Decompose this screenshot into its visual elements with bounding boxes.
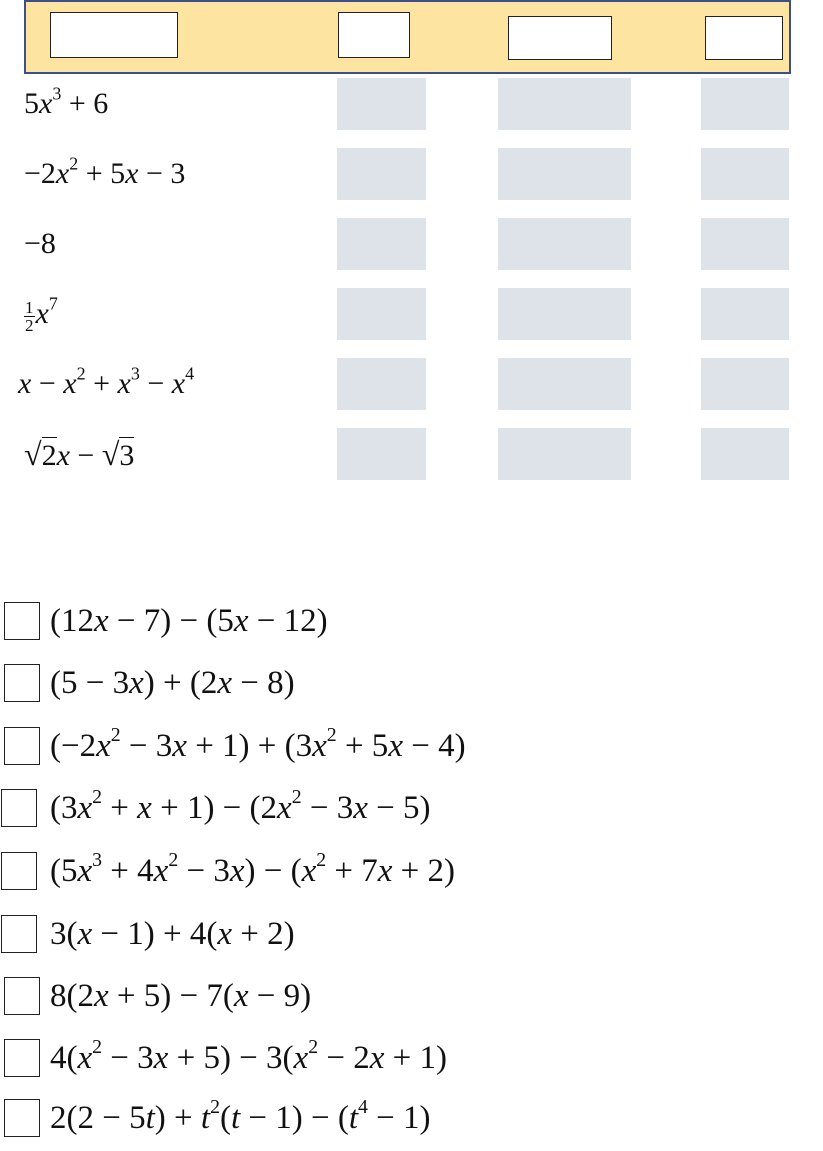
problem-item [0, 600, 823, 642]
problem-expression: (5 − 3x) + (2x − 8) [50, 665, 295, 701]
problem-checkbox[interactable] [4, 727, 40, 765]
problem-expression: (12x − 7) − (5x − 12) [50, 603, 328, 639]
problem-checkbox[interactable] [4, 1099, 40, 1137]
problem-checkbox[interactable] [4, 1039, 40, 1077]
problem-expression: $2(2 - 5t) + t^2(t - 1) - (t^4 - 1)$ [50, 1096, 431, 1136]
answer-cell-col3[interactable] [701, 358, 789, 410]
answer-cell-col2[interactable] [498, 288, 631, 340]
answer-cell-col1[interactable] [337, 218, 426, 270]
answer-cell-col3[interactable] [701, 288, 789, 340]
problem-checkbox[interactable] [4, 602, 40, 640]
answer-cell-col1[interactable] [337, 358, 426, 410]
problem-item [0, 1097, 823, 1139]
problem-checkbox[interactable] [1, 915, 37, 953]
problem-expression: $(5x^3 + 4x^2 - 3x) - (x^2 + 7x + 2)$ [50, 849, 456, 889]
problem-item [0, 913, 823, 955]
table-row [0, 78, 823, 130]
polynomial-expression: $-2x^2 + 5x - 3$ [24, 153, 186, 190]
problem-expression: 3(x − 1) + 4(x + 2) [50, 916, 295, 952]
answer-cell-col3[interactable] [701, 428, 789, 480]
problem-item [0, 850, 823, 892]
header-blank-box-3[interactable] [508, 16, 612, 60]
answer-cell-col1[interactable] [337, 148, 426, 200]
problem-item [0, 725, 823, 767]
problem-checkbox[interactable] [4, 977, 40, 1015]
answer-cell-col1[interactable] [337, 428, 426, 480]
answer-cell-col2[interactable] [498, 78, 631, 130]
problem-expression: $(3x^2 + x + 1) - (2x^2 - 3x - 5)$ [50, 786, 431, 826]
header-blank-box-4[interactable] [705, 16, 783, 60]
answer-cell-col2[interactable] [498, 148, 631, 200]
answer-cell-col2[interactable] [498, 218, 631, 270]
table-row [0, 288, 823, 340]
table-header-bar [24, 0, 791, 74]
answer-cell-col3[interactable] [701, 218, 789, 270]
polynomial-expression: √2x − √3 [24, 436, 135, 472]
answer-cell-col2[interactable] [498, 358, 631, 410]
problem-item [0, 975, 823, 1017]
polynomial-expression: $x - x^2 + x^3 - x^4$ [18, 363, 195, 400]
table-row [0, 148, 823, 200]
polynomial-expression: $\frac{1}{2}$ $x^7$ [25, 293, 58, 335]
table-row [0, 428, 823, 480]
table-row [0, 218, 823, 270]
answer-cell-col1[interactable] [337, 288, 426, 340]
problem-item [0, 662, 823, 704]
problem-checkbox[interactable] [4, 664, 40, 702]
problem-checkbox[interactable] [1, 789, 37, 827]
problem-checkbox[interactable] [1, 852, 37, 890]
answer-cell-col3[interactable] [701, 78, 789, 130]
polynomial-expression: −8 [24, 227, 56, 260]
problem-expression: 8(2x + 5) − 7(x − 9) [50, 978, 312, 1014]
problem-item [0, 1037, 823, 1079]
header-blank-box-2[interactable] [338, 12, 410, 58]
problem-item [0, 787, 823, 829]
problem-expression: $(-2x^2 - 3x + 1) + (3x^2 + 5x - 4)$ [50, 724, 466, 764]
answer-cell-col2[interactable] [498, 428, 631, 480]
header-blank-box-1[interactable] [50, 12, 178, 58]
answer-cell-col1[interactable] [337, 78, 426, 130]
problem-expression: $4(x^2 - 3x + 5) - 3(x^2 - 2x + 1)$ [50, 1036, 447, 1076]
polynomial-expression: $5x^3 + 6$ [24, 83, 109, 120]
answer-cell-col3[interactable] [701, 148, 789, 200]
table-row [0, 358, 823, 410]
